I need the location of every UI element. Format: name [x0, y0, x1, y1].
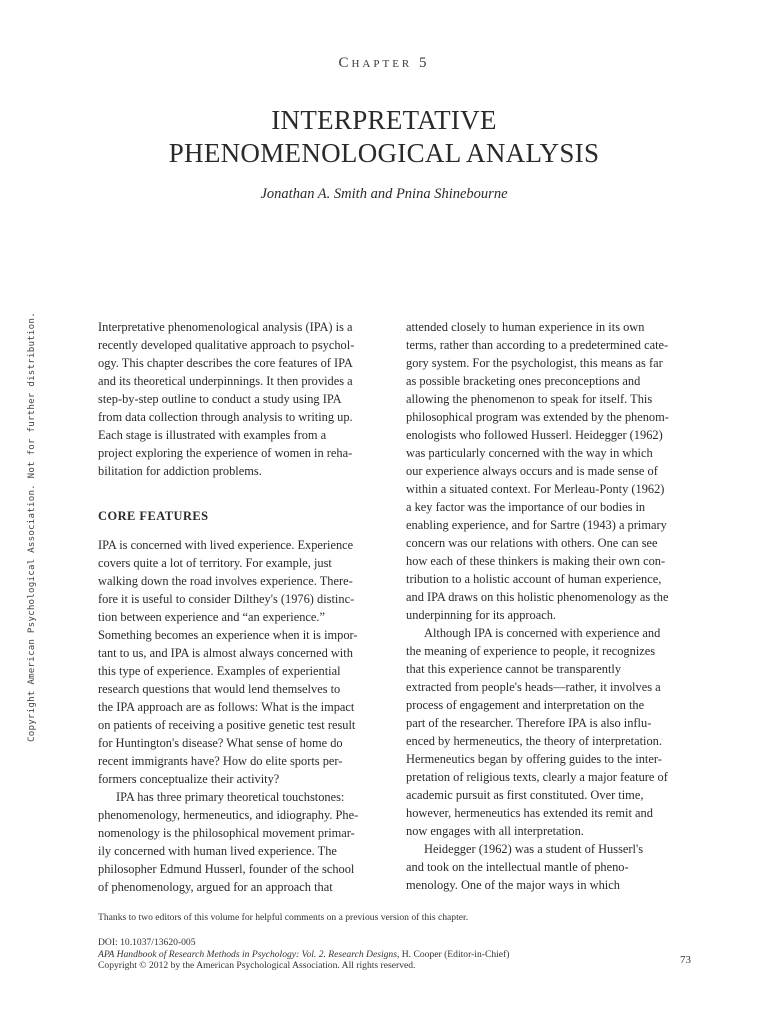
text-line: Interpretative phenomenological analysis (IPA) is a [98, 320, 353, 334]
text-line: walking down the road involves experience. There- [98, 574, 353, 588]
text-line: tion between experience and “an experience.” [98, 610, 326, 624]
text-line: project exploring the experience of women in reha- [98, 446, 353, 460]
copyright-line: Copyright © 2012 by the American Psychological Association. All rights reserved. [98, 960, 416, 971]
text-line: and IPA draws on this holistic phenomenology as the [406, 590, 669, 604]
citation-title: APA Handbook of Research Methods in Psychology: Vol. 2. Research Designs [98, 948, 397, 960]
text-line: IPA has three primary theoretical touchstones: [116, 790, 345, 804]
text-line: of phenomenology, argued for an approach that [98, 880, 333, 894]
text-line: bilitation for addiction problems. [98, 464, 262, 478]
text-line: terms, rather than according to a predetermined cate- [406, 338, 669, 352]
left-column-body [98, 536, 381, 896]
text-line: menology. One of the major ways in which [406, 878, 620, 892]
text-line: as possible bracketing ones preconceptions and [406, 374, 641, 388]
text-line: step-by-step outline to conduct a study using IPA [98, 392, 342, 406]
text-line: concern was our relations with others. One can see [406, 536, 658, 550]
text-line: fore it is useful to consider Dilthey's (1976) distinc- [98, 592, 355, 606]
text-line: philosopher Edmund Husserl, founder of the school [98, 862, 355, 876]
text-line: pretation of religious texts, clearly a major feature of [406, 770, 668, 784]
text-line: that this experience cannot be transparently [406, 662, 622, 676]
text-line: formers conceptualize their activity? [98, 772, 280, 786]
right-column [406, 318, 689, 894]
text-line: Something becomes an experience when it is impor- [98, 628, 358, 642]
text-line: phenomenology, hermeneutics, and idiography. Phe- [98, 808, 359, 822]
text-line: nomenology is the philosophical movement primar- [98, 826, 355, 840]
abstract-paragraph [98, 318, 381, 480]
text-line: part of the researcher. Therefore IPA is also influ- [406, 716, 652, 730]
text-line: how each of these thinkers is making their own con- [406, 554, 666, 568]
section-heading: CORE FEATURES [98, 509, 209, 523]
text-line: and its theoretical underpinnings. It then provides a [98, 374, 353, 388]
text-line: recently developed qualitative approach to psychol- [98, 338, 355, 352]
text-line: the IPA approach are as follows: What is the impact [98, 700, 355, 714]
doi: DOI: 10.1037/13620-005 [98, 937, 196, 948]
text-line: research questions that would lend themselves to [98, 682, 341, 696]
text-line: philosophical program was extended by the phenom- [406, 410, 669, 424]
publication-info [98, 937, 509, 972]
text-line: allowing the phenomenon to speak for itself. This [406, 392, 653, 406]
title-line-1: INTERPRETATIVE [271, 105, 497, 135]
text-line: for Huntington's disease? What sense of home do [98, 736, 343, 750]
text-line: ily concerned with human lived experience. The [98, 844, 337, 858]
text-line: enologists who followed Husserl. Heidegger (1962) [406, 428, 663, 442]
text-line: Although IPA is concerned with experience and [424, 626, 661, 640]
title-line-2: PHENOMENOLOGICAL ANALYSIS [168, 138, 600, 168]
text-line: extracted from people's heads—rather, it involves a [406, 680, 661, 694]
text-line: academic pursuit as first constituted. Over time, [406, 788, 644, 802]
chapter-title [0, 104, 768, 170]
body-paragraph-2 [98, 788, 381, 896]
left-column [98, 318, 381, 480]
text-line: our experience always occurs and is made sense of [406, 464, 658, 478]
text-line: covers quite a lot of territory. For example, just [98, 556, 332, 570]
text-line: on patients of receiving a positive genetic test result [98, 718, 356, 732]
text-line: tribution to a holistic account of human experience, [406, 572, 662, 586]
text-line: now engages with all interpretation. [406, 824, 584, 838]
right-paragraph-2 [406, 624, 689, 840]
text-line: however, hermeneutics has extended its remit and [406, 806, 653, 820]
text-line: from data collection through analysis to writing up. [98, 410, 353, 424]
text-line: enced by hermeneutics, the theory of interpretation. [406, 734, 662, 748]
text-line: within a situated context. For Merleau-Ponty (1962) [406, 482, 665, 496]
citation-editor: , H. Cooper (Editor-in-Chief) [396, 948, 510, 960]
footnote: Thanks to two editors of this volume for helpful comments on a previous version of this chapter. [98, 912, 469, 923]
text-line: the meaning of experience to people, it recognizes [406, 644, 656, 658]
text-line: recent immigrants have? How do elite sports per- [98, 754, 343, 768]
text-line: IPA is concerned with lived experience. Experience [98, 538, 354, 552]
citation [98, 949, 509, 961]
text-line: a key factor was the importance of our bodies in [406, 500, 646, 514]
text-line: was particularly concerned with the way in which [406, 446, 653, 460]
text-line: Hermeneutics began by offering guides to the inter- [406, 752, 662, 766]
text-line: ogy. This chapter describes the core features of IPA [98, 356, 353, 370]
authors: Jonathan A. Smith and Pnina Shinebourne [260, 186, 508, 202]
right-paragraph-3 [406, 840, 689, 894]
right-paragraph-1 [406, 318, 689, 624]
text-line: attended closely to human experience in its own [406, 320, 645, 334]
text-line: underpinning for its approach. [406, 608, 557, 622]
text-line: tant to us, and IPA is almost always concerned with [98, 646, 353, 660]
page-number: 73 [680, 954, 691, 966]
text-line: gory system. For the psychologist, this means as far [406, 356, 663, 370]
text-line: Heidegger (1962) was a student of Husserl's [424, 842, 644, 856]
body-paragraph-1 [98, 536, 381, 788]
chapter-label: Chapter 5 [338, 55, 430, 71]
text-line: this type of experience. Examples of experiential [98, 664, 341, 678]
text-line: enabling experience, and for Sartre (1943) a primary [406, 518, 667, 532]
text-line: and took on the intellectual mantle of pheno- [406, 860, 629, 874]
copyright-side-notice: Copyright American Psychological Association. Not for further distribution. [26, 312, 37, 742]
text-line: process of engagement and interpretation on the [406, 698, 645, 712]
text-line: Each stage is illustrated with examples from a [98, 428, 327, 442]
